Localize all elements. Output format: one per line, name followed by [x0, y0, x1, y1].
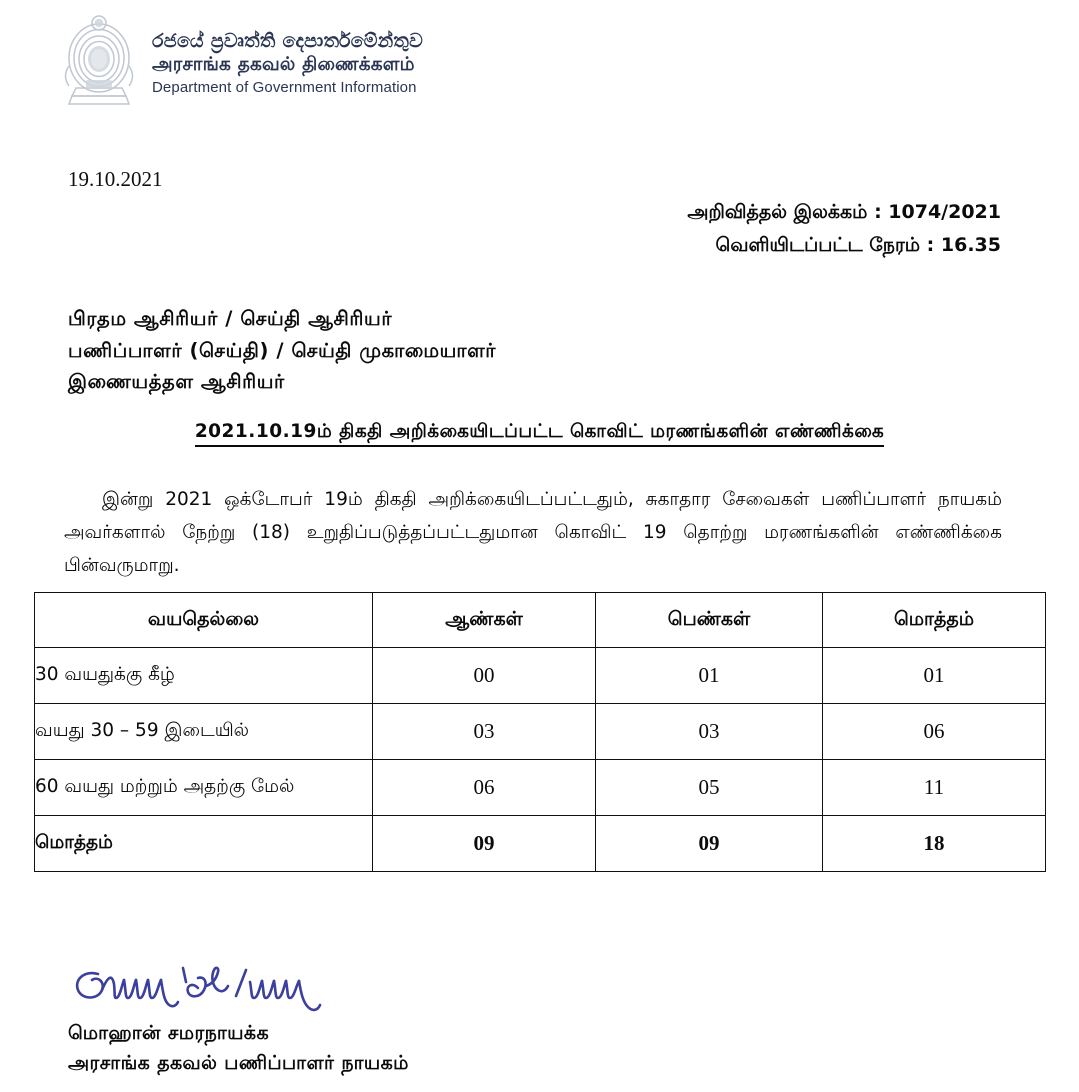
body-paragraph: இன்று 2021 ஒக்டோபர் 19ம் திகதி அறிக்கையிடப்பட்டதும், சுகாதார சேவைகள் பணிப்பாளர் நாயகம் அவர்களால் நேற்று (18) உறுதிப்படுத்தப்பட்டதுமான கொவிட் 19 தொற்று மரணங்களின் எண்ணிக்கை பின்வருமாறு. — [64, 489, 1002, 576]
notification-meta — [687, 196, 1001, 263]
page-title — [0, 421, 1079, 444]
row-female-60-plus: 05 — [596, 760, 823, 816]
row-label-under-30: 30 வயதுக்கு கீழ் — [35, 648, 373, 704]
letterhead-english-name: Department of Government Information — [152, 78, 417, 96]
row-female-under-30: 01 — [596, 648, 823, 704]
signatory-name: மொஹான் சமரநாயக்க — [68, 1022, 269, 1044]
document-date: 19.10.2021 — [68, 167, 163, 191]
addressee-line-1: பிரதம ஆசிரியர் / செய்தி ஆசிரியர் — [68, 307, 393, 330]
grand-total-male: 09 — [373, 816, 596, 872]
sri-lanka-national-emblem-icon — [60, 14, 138, 108]
grand-total-all: 18 — [823, 816, 1046, 872]
letterhead-sinhala-name: රජයේ ප්‍රවෘත්ති දෙපාර්තමේන්තුව — [152, 30, 424, 52]
row-male-30-59: 03 — [373, 704, 596, 760]
row-total-60-plus: 11 — [823, 760, 1046, 816]
signature-block — [68, 960, 409, 1077]
covid-deaths-table — [34, 592, 1046, 872]
table-row — [35, 760, 1046, 816]
grand-total-female: 09 — [596, 816, 823, 872]
row-total-30-59: 06 — [823, 704, 1046, 760]
table-header-row — [35, 593, 1046, 648]
letterhead — [60, 14, 423, 108]
row-label-30-59: வயது 30 – 59 இடையில் — [35, 704, 373, 760]
notification-number-line: அறிவித்தல் இலக்கம் : 1074/2021 — [687, 201, 1001, 223]
table-total-row — [35, 816, 1046, 872]
column-header-age-range: வயதெல்லை — [35, 593, 373, 648]
addressee-line-2: பணிப்பாளர் (செய்தி) / செய்தி முகாமையாளர் — [68, 338, 497, 362]
row-label-grand-total: மொத்தம் — [35, 816, 373, 872]
addressee-block — [68, 303, 496, 398]
handwritten-signature-icon — [68, 960, 348, 1018]
column-header-total: மொத்தம் — [823, 593, 1046, 648]
letterhead-tamil-name: அரசாங்க தகவல் திணைக்களம் — [152, 54, 415, 76]
release-time-line: வெளியிடப்பட்ட நேரம் : 16.35 — [715, 234, 1001, 257]
signatory-title: அரசாங்க தகவல் பணிப்பாளர் நாயகம் — [68, 1052, 409, 1074]
table-row — [35, 704, 1046, 760]
page-title-text: 2021.10.19ம் திகதி அறிக்கையிடப்பட்ட கொவிட் மரணங்களின் எண்ணிக்கை — [195, 421, 884, 447]
column-header-male: ஆண்கள் — [373, 593, 596, 648]
row-total-under-30: 01 — [823, 648, 1046, 704]
addressee-line-3: இணையத்தள ஆசிரியர் — [68, 370, 285, 394]
row-female-30-59: 03 — [596, 704, 823, 760]
row-label-60-plus: 60 வயது மற்றும் அதற்கு மேல் — [35, 760, 373, 816]
row-male-60-plus: 06 — [373, 760, 596, 816]
table-row — [35, 648, 1046, 704]
row-male-under-30: 00 — [373, 648, 596, 704]
column-header-female: பெண்கள் — [596, 593, 823, 648]
